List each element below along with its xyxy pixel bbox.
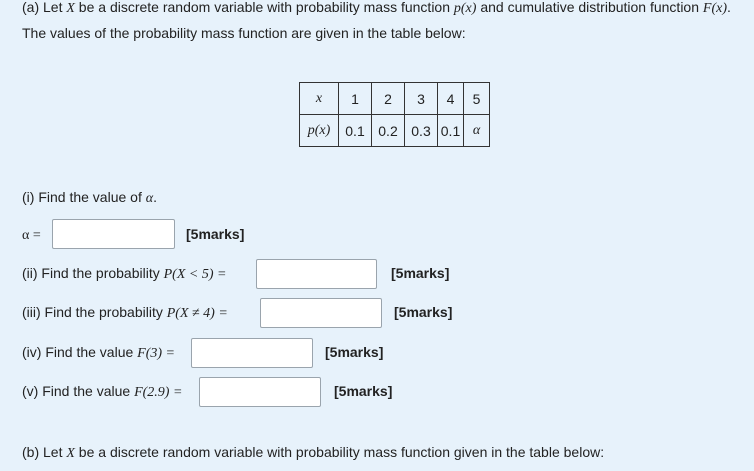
- pmf-p-cell: 0.1: [339, 115, 372, 147]
- question-i: (i) Find the value of α.: [22, 189, 157, 206]
- marks-label: [5marks]: [186, 226, 245, 242]
- intro-mid2: and cumulative distribution function: [476, 0, 703, 15]
- pmf-header-x: x: [300, 83, 339, 115]
- pmf-p-cell: 0.1: [438, 115, 464, 147]
- intro-var: X: [66, 1, 75, 16]
- pmf-header-p: p(x): [300, 115, 339, 147]
- marks-label: [5marks]: [334, 383, 393, 399]
- cdf-3-input[interactable]: [191, 338, 313, 368]
- alpha-answer-input[interactable]: [52, 219, 175, 249]
- marks-label: [5marks]: [325, 344, 384, 360]
- marks-label: [5marks]: [394, 304, 453, 320]
- question-iv: (iv) Find the value F(3) =: [22, 344, 175, 361]
- question-v: (v) Find the value F(2.9) =: [22, 383, 183, 400]
- pmf-p-cell: 0.3: [405, 115, 438, 147]
- intro-pmf: p(x): [453, 1, 477, 16]
- pmf-x-cell: 2: [372, 83, 405, 115]
- pmf-x-cell: 4: [438, 83, 464, 115]
- part-a-intro: [22, 0, 752, 45]
- pmf-x-cell: 1: [339, 83, 372, 115]
- pmf-p-cell: α: [464, 115, 490, 147]
- intro-cdf: F(x): [702, 1, 727, 16]
- pmf-row-p: [300, 115, 490, 147]
- alpha-label: α =: [22, 228, 41, 243]
- question-ii: (ii) Find the probability P(X < 5) =: [22, 265, 227, 282]
- marks-label: [5marks]: [391, 265, 450, 281]
- prob-less-5-input[interactable]: [256, 259, 377, 289]
- pmf-p-cell: 0.2: [372, 115, 405, 147]
- part-b-intro: (b) Let X be a discrete random variable with probability mass function given in the table below:: [22, 444, 605, 461]
- pmf-x-cell: 3: [405, 83, 438, 115]
- cdf-2-9-input[interactable]: [199, 377, 321, 407]
- pmf-row-x: [300, 83, 490, 115]
- prob-not-4-input[interactable]: [260, 298, 382, 328]
- intro-mid1: be a discrete random variable with probability mass function: [74, 0, 454, 15]
- intro-suffix: . The values of the probability mass function are given in the table below:: [22, 0, 731, 41]
- pmf-x-cell: 5: [464, 83, 490, 115]
- intro-prefix: (a) Let: [22, 0, 67, 15]
- question-iii: (iii) Find the probability P(X ≠ 4) =: [22, 304, 228, 321]
- pmf-table: [299, 82, 490, 147]
